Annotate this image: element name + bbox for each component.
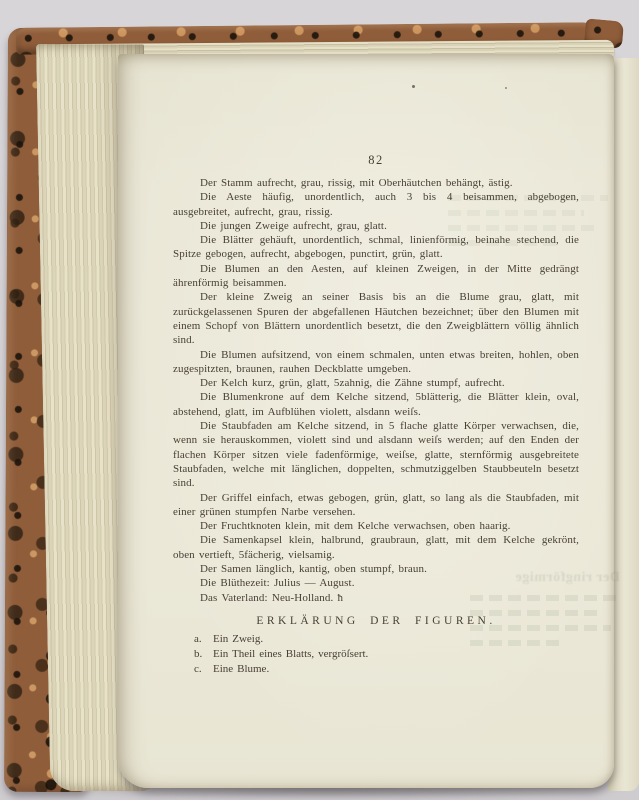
body-paragraph: Der kleine Zweig an seiner Basis bis an die Blume grau, glatt, mit zurückgelassenen Spuren der abgefallenen Häutchen bezeichnet; über den Blumen mit einem Schopf von Blättern unordentlich besetzt, die den Zweigblättern völlig ähnlich sind.	[173, 291, 579, 347]
body-paragraph: Die Blumenkrone auf dem Kelche sitzend, 5blätterig, die Blätter klein, oval, abstehend, glatt, im Aufblühen violett, alsdann weiſs.	[173, 391, 579, 418]
body-paragraph: Der Griffel einfach, etwas gebogen, grün, glatt, so lang als die Staubfaden, mit einer grünen stumpfen Narbe versehen.	[173, 491, 579, 518]
bleed-through-heading: Der ringförmige	[515, 570, 620, 585]
figure-list-item	[173, 647, 579, 662]
body-paragraph: Die Blätter gehäuft, unordentlich, schmal, linienförmig, beinahe stechend, die Spitze gebogen, aufrecht, abgebogen, punctirt, grün, glatt.	[173, 234, 579, 261]
body-paragraph: Das Vaterland: Neu-Holland. ħ	[200, 591, 344, 604]
paper-speck	[505, 87, 507, 89]
body-paragraph: Der Samen länglich, kantig, oben stumpf, braun.	[200, 563, 427, 576]
figure-caption: Ein Theil eines Blatts, vergröſsert.	[213, 648, 369, 661]
book-page	[118, 54, 620, 788]
figure-label: a.	[194, 632, 202, 645]
figure-caption: Eine Blume.	[213, 663, 270, 676]
page-text-block	[173, 153, 579, 678]
body-paragraph: Die jungen Zweige aufrecht, grau, glatt.	[200, 219, 387, 232]
body-paragraph: Der Fruchtknoten klein, mit dem Kelche verwachsen, oben haarig.	[200, 520, 511, 533]
body-paragraph: Die Blumen aufsitzend, von einem schmalen, unten etwas breiten, hohlen, oben zugespitzten, braunen, rauhen Deckblatte umgeben.	[173, 348, 579, 375]
figure-list-item	[173, 632, 579, 647]
figure-label: b.	[194, 648, 203, 661]
page-number: 82	[368, 153, 384, 167]
body-paragraph: Der Stamm aufrecht, grau, rissig, mit Oberhäutchen behängt, ästig.	[200, 177, 513, 189]
body-paragraph: Die Aeste häufig, unordentlich, auch 3 bis 4 beisammen, abgebogen, ausgebreitet, aufrecht, grau, rissig.	[173, 191, 579, 218]
figure-list-item	[173, 662, 579, 677]
figures-list	[173, 632, 579, 678]
figure-label: c.	[194, 663, 202, 676]
body-paragraph: Die Blumen an den Aesten, auf kleinen Zweigen, in der Mitte gedrängt ährenförmig beisammen.	[173, 262, 579, 290]
body-paragraph: Der Kelch kurz, grün, glatt, 5zahnig, die Zähne stumpf, aufrecht.	[200, 377, 505, 390]
paper-speck	[412, 85, 415, 88]
body-paragraph: Die Blüthezeit: Julius — August.	[200, 577, 355, 590]
figure-caption: Ein Zweig.	[213, 632, 264, 645]
body-paragraph: Die Staubfaden am Kelche sitzend, in 5 flache glatte Körper verwachsen, die, wenn sie herauskommen, violett sind und alsdann weiſs werden; auf den Enden der flachen Körper sitzen viele fadenförmige, weiſse, glatte, sternförmig ausgebreitete Staubfaden, welche mit länglichen, doppelten, schmutziggelben Staubbeuteln besetzt sind.	[173, 420, 579, 490]
body-paragraph: Die Samenkapsel klein, halbrund, graubraun, glatt, mit dem Kelche gekrönt, oben vertieft, 5fächerig, vielsamig.	[173, 534, 579, 561]
figures-section-heading: ERKLÄRUNG DER FIGUREN.	[256, 614, 496, 627]
